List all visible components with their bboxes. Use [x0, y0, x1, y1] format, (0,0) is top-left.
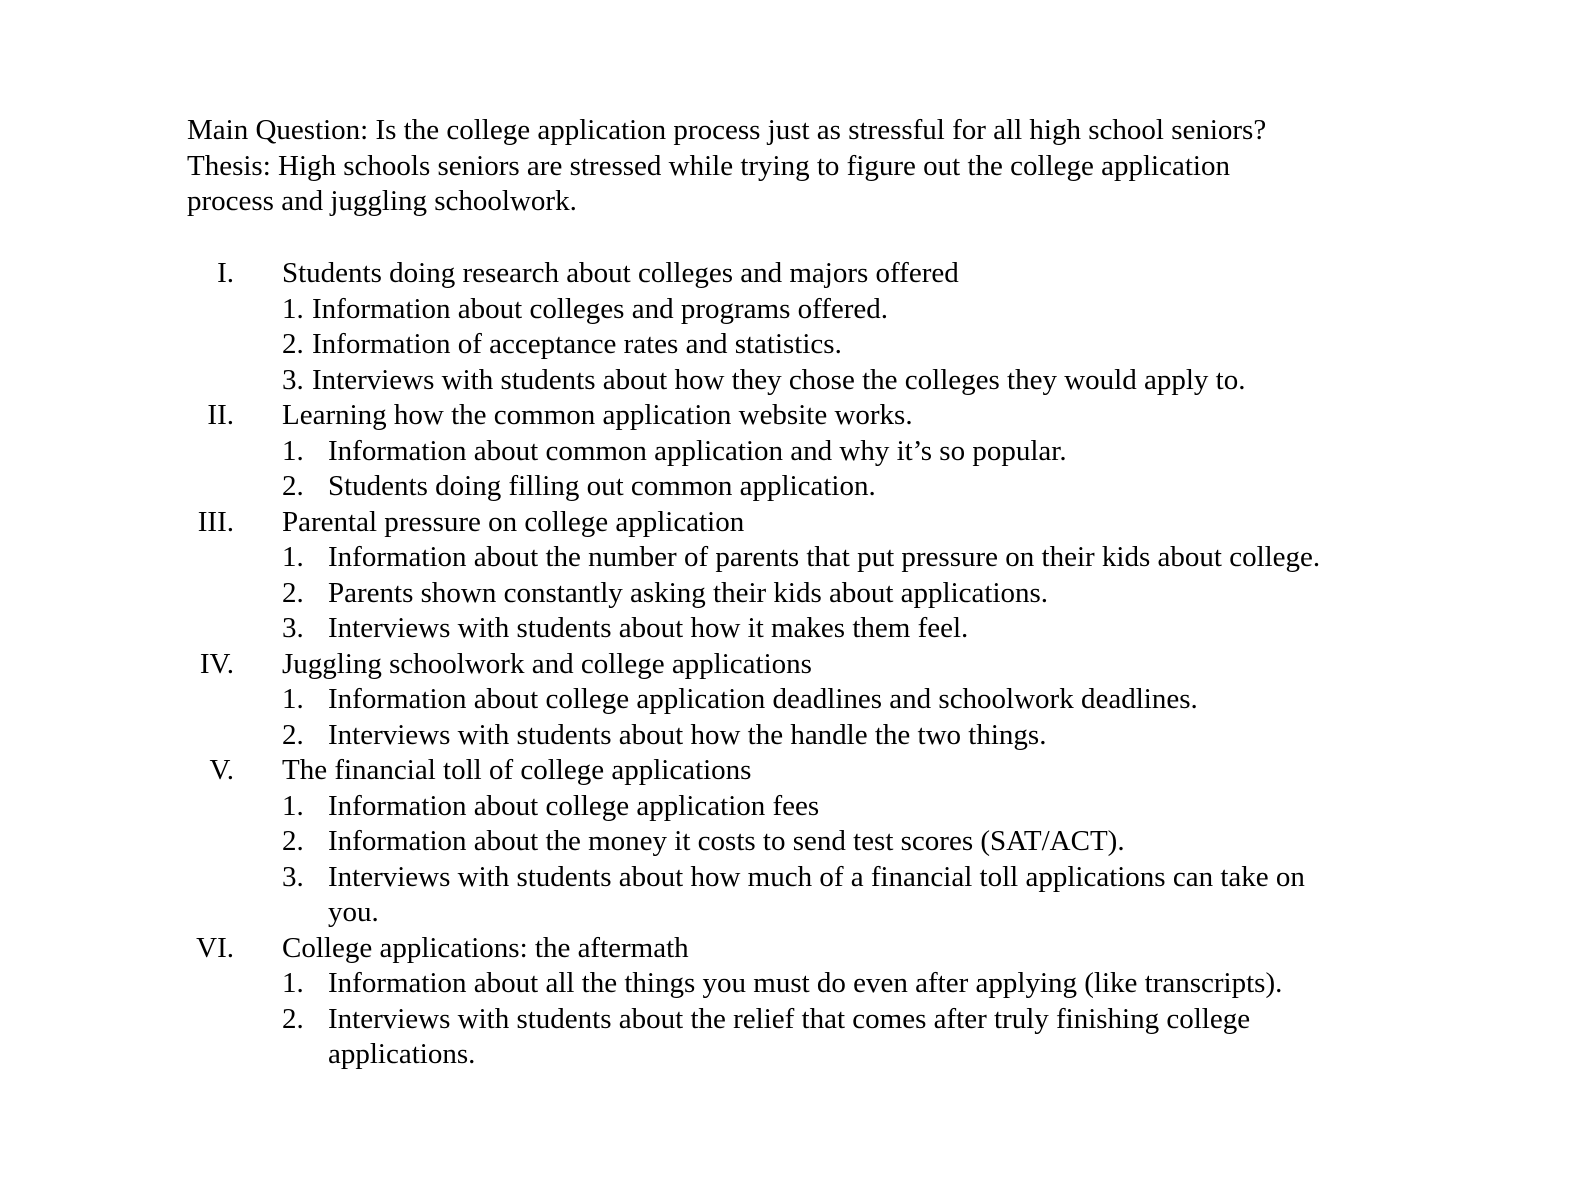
thesis-line-1: Thesis: High schools seniors are stressed while trying to figure out the college application — [187, 149, 1230, 182]
list-item — [0, 540, 1594, 576]
item-text: Information about the money it costs to send test scores (SAT/ACT). — [328, 825, 1125, 857]
item-number: 3. — [282, 363, 304, 396]
list-item — [0, 789, 1594, 825]
item-text: Students doing filling out common application. — [328, 470, 876, 502]
item-text: Interviews with students about how much of a financial toll applications can take on — [328, 860, 1305, 893]
list-item — [0, 363, 1594, 399]
section-heading — [0, 753, 1594, 789]
section-title: Students doing research about colleges and majors offered — [282, 257, 959, 289]
item-number: 3. — [282, 860, 304, 893]
item-text: Information about college application deadlines and schoolwork deadlines. — [328, 683, 1198, 715]
item-number: 1. — [282, 967, 304, 999]
item-number: 3. — [282, 612, 304, 644]
item-text-continued: you. — [328, 896, 379, 928]
list-item — [0, 860, 1594, 896]
list-item — [0, 292, 1594, 328]
section-numeral: VI. — [196, 931, 234, 964]
item-text: Information about all the things you must do even after applying (like transcripts). — [328, 967, 1283, 999]
item-number: 1. — [282, 434, 304, 467]
section-numeral: V. — [209, 754, 234, 786]
item-text: Parents shown constantly asking their kids about applications. — [328, 576, 1049, 609]
list-item — [0, 469, 1594, 505]
list-item — [0, 718, 1594, 754]
section-title: Parental pressure on college application — [282, 505, 745, 538]
item-number: 1. — [282, 789, 304, 822]
item-text: Information about common application and why it’s so popular. — [328, 434, 1067, 467]
item-text: Information about colleges and programs offered. — [312, 292, 889, 325]
list-item — [0, 682, 1594, 718]
item-text: Information about college application fees — [328, 789, 820, 822]
item-number: 1. — [282, 292, 304, 325]
item-text: Interviews with students about how they chose the colleges they would apply to. — [312, 363, 1246, 396]
section-title: The financial toll of college applications — [282, 754, 752, 786]
list-item — [0, 1002, 1594, 1038]
item-number: 2. — [282, 825, 304, 857]
intro-paragraph — [187, 113, 1367, 220]
item-number: 2. — [282, 576, 304, 609]
section-heading — [0, 256, 1594, 292]
list-item-continuation — [0, 1037, 1594, 1073]
list-item-continuation — [0, 895, 1594, 931]
section-title: Learning how the common application website works. — [282, 399, 913, 431]
section-heading — [0, 931, 1594, 967]
item-text: Interviews with students about how the handle the two things. — [328, 718, 1047, 751]
section-numeral: IV. — [199, 647, 234, 680]
thesis-line-2: process and juggling schoolwork. — [187, 185, 577, 217]
list-item — [0, 434, 1594, 470]
list-item — [0, 611, 1594, 647]
item-text: Interviews with students about the relief that comes after truly finishing college — [328, 1002, 1251, 1035]
item-number: 1. — [282, 541, 304, 573]
outline-list — [0, 256, 1594, 1073]
list-item — [0, 966, 1594, 1002]
list-item — [0, 576, 1594, 612]
section-numeral: III. — [197, 505, 234, 538]
item-number: 2. — [282, 470, 304, 502]
item-text: Information of acceptance rates and statistics. — [312, 328, 842, 360]
item-number: 1. — [282, 683, 304, 715]
section-heading — [0, 398, 1594, 434]
item-text-continued: applications. — [328, 1038, 476, 1070]
item-text: Information about the number of parents that put pressure on their kids about college. — [328, 541, 1321, 573]
section-heading — [0, 647, 1594, 683]
section-heading — [0, 505, 1594, 541]
list-item — [0, 327, 1594, 363]
item-number: 2. — [282, 718, 304, 751]
section-title: College applications: the aftermath — [282, 931, 689, 964]
list-item — [0, 824, 1594, 860]
item-number: 2. — [282, 1002, 304, 1035]
item-text: Interviews with students about how it makes them feel. — [328, 612, 969, 644]
main-question: Main Question: Is the college application process just as stressful for all high school seniors? — [187, 114, 1267, 146]
item-number: 2. — [282, 328, 304, 360]
section-title: Juggling schoolwork and college applications — [282, 647, 812, 680]
section-numeral: I. — [217, 257, 234, 289]
section-numeral: II. — [207, 399, 234, 431]
